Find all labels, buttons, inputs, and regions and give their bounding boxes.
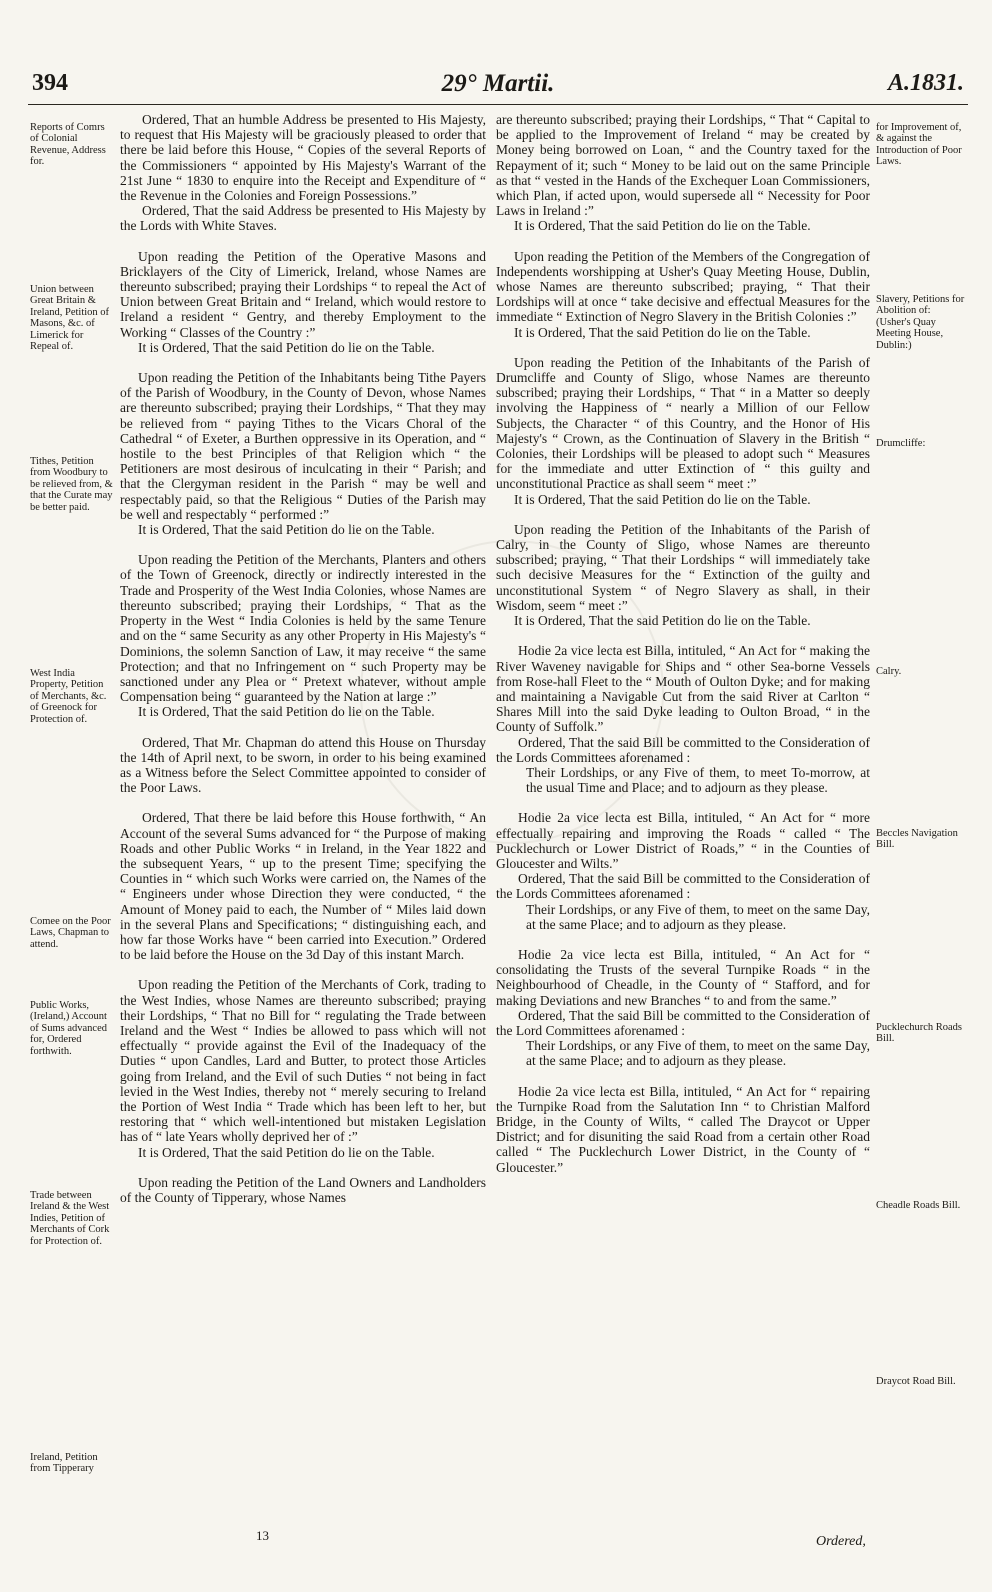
entry-paragraph: Upon reading the Petition of the Inhabitants of the Parish of Calry, in the County of Sligo, whose Names are thereunto subscribed; praying, “ That their Lordships “ will immediately take such decisive Measures for the “ Extinction of the guilty and unconstitutional System “ of Negro Slavery as shall, in their Wisdom, seem “ meet :” (496, 521, 870, 613)
entry-pucklechurch (496, 810, 870, 932)
entry-paragraph: It is Ordered, That the said Petition do lie on the Table. (514, 324, 811, 340)
right-column (496, 112, 870, 1190)
entry-paragraph: Upon reading the Petition of the Merchants, Planters and others of the Town of Greenock, directly or indirectly interested in the Trade and Prosperity of the West India Colonies, whose Names are thereunto subscribed; praying their Lordships, “ That as the Property in the West “ India Colonies is held by the same Tenure and on the “ same Security as any other Property in His Majesty's “ Dominions, the solemn Sanction of Law, it may receive “ the same Protection; and that no Infringement on “ such Property may be sanctioned under any Plea or “ Pretext whatever, without ample Compensation being “ guaranteed by the Nation at large :” (120, 552, 486, 705)
catchword: Ordered, (816, 1534, 866, 1549)
entry-paragraph: Ordered, That there be laid before this House forthwith, “ An Account of the several Sums advanced for “ the Purpose of making Roads and other Public Works “ in Ireland, in the Year 1822 and the subsequent Years, “ up to the present Time; specifying the Counties in “ which such Works were carried on, the Names of the “ Engineers under whose Direction they were conducted, “ the Amount of Money paid to each, the Number of “ Miles laid down in the several Plans and Specifications; “ distinguishing each, and how far those Works have “ been carried into Execution.” Ordered to be laid before the House on the 3d Day of this instant March. (120, 810, 486, 963)
entry-paragraph: Upon reading the Petition of the Merchants of Cork, trading to the West Indies, whose Names are thereunto subscribed; praying their Lordships, “ That no Bill for “ regulating the Trade between Ireland and the West “ Indies be allowed to pass which will not effectually “ provide against the Evil of the Inadequacy of the Duties “ upon Candles, Lard and Butter, to protect those Articles going from Ireland, and the Evil of such Duties “ not being in fact levied in the West Indies, thereby not “ merely securing to Ireland the Portion of West India “ Trade which has been left to her, but restoring that “ which well-intentioned but mistaken Legislation has of “ late Years wholly deprived her of :” (120, 977, 486, 1145)
margin-note-right: for Improvement of, & against the Introduction of Poor Laws. (876, 122, 962, 168)
entry-cork-trade (120, 977, 486, 1159)
entry-paragraph: Upon reading the Petition of the Members of the Congregation of Independents worshipping at Usher's Quay Meeting House, Dublin, whose Names are thereunto subscribed; praying, “ That their Lordships will at once “ take decisive and effectual Measures for the immediate “ Extinction of Negro Slavery in the British Colonies :” (496, 248, 870, 325)
header-rule (28, 104, 968, 105)
entry-paragraph: It is Ordered, That the said Petition do lie on the Table. (514, 218, 811, 234)
entry-paragraph: are thereunto subscribed; praying their Lordships, “ That “ Capital to be applied to the Improvement of Ireland “ may be created by Money being borrowed on Loan, “ and the Country taxed for the Repayment of it; such “ Money to be laid out on the same Principle as that “ vested in the Hands of the Exchequer Loan Commissioners, which Plan, if acted upon, would supersede all “ Necessity for Poor Laws in Ireland :” (496, 112, 870, 219)
margin-note-right: Calry. (876, 666, 902, 677)
margin-note-left: Union between Great Britain & Ireland, Petition of Masons, &c. of Limerick for Repeal of. (30, 284, 110, 353)
entry-paragraph: It is Ordered, That the said Petition do lie on the Table. (138, 522, 435, 538)
entry-paragraph: It is Ordered, That the said Petition do lie on the Table. (138, 704, 435, 720)
margin-note-left: Trade between Ireland & the West Indies, Petition of Merchants of Cork for Protection of. (30, 1190, 110, 1247)
entry-paragraph: It is Ordered, That the said Petition do lie on the Table. (514, 613, 811, 629)
margin-note-left: Comee on the Poor Laws, Chapman to attend. (30, 916, 111, 950)
entry-cheadle (496, 947, 870, 1069)
entry-ushers-quay (496, 249, 870, 340)
margin-note-left: Tithes, Petition from Woodbury to be relieved from, & that the Curate may be better paid. (30, 456, 113, 513)
entry-paragraph: Ordered, That Mr. Chapman do attend this House on Thursday the 14th of April next, to be sworn, in order to his being examined as a Witness before the Select Committee appointed to consider of the Poor Laws. (120, 734, 486, 796)
page-date: 29° Martii. (441, 70, 555, 97)
margin-note-left: Reports of Comrs of Colonial Revenue, Address for. (30, 122, 106, 168)
entry-tipperary-cont (496, 112, 870, 234)
entry-paragraph: It is Ordered, That the said Petition do lie on the Table. (514, 491, 811, 507)
entry-paragraph: Hodie 2a vice lecta est Billa, intituled, “ An Act for “ making the River Waveney navigable for Ships and “ other Sea-borne Vessels from Rose-hall Fleet to the “ Mouth of Oulton Dyke; and for making and maintaining a Navigable Cut from the said River at Carlton “ Shares Mill into the said Dyke leading to Oulton Broad, “ in the County of Suffolk.” (496, 643, 870, 735)
entry-beccles (496, 643, 870, 795)
left-column (120, 112, 486, 1220)
entry-public-works (120, 810, 486, 962)
margin-note-left: West India Property, Petition of Merchants, &c. of Greenock for Protection of. (30, 668, 107, 725)
entry-paragraph: Ordered, That the said Bill be committed to the Consideration of the Lords Committees aforenamed : (496, 734, 870, 765)
margin-note-right: Pucklechurch Roads Bill. (876, 1022, 963, 1045)
entry-paragraph: Upon reading the Petition of the Land Owners and Landholders of the County of Tipperary, whose Names (120, 1174, 486, 1205)
entry-paragraph: Upon reading the Petition of the Inhabitants of the Parish of Drumcliffe and County of Sligo, whose Names are thereunto subscribed; praying their Lordships, “ That “ in a Matter so deeply involving the Happiness of “ nearly a Million of our Fellow Subjects, the Character “ of this Country, and the Honor of His Majesty's “ Crown, as the Continuation of Slavery in the British “ Colonies, their Lordships will be pleased to adopt such “ Measures for the immediate and utter Extinction of “ this guilty and unconstitutional Practice as shall seem “ meet :” (496, 354, 870, 492)
entry-paragraph: Their Lordships, or any Five of them, to meet on the same Day, at the same Place; and to adjourn as they please. (526, 901, 870, 932)
page-header (28, 70, 968, 104)
entry-paragraph: Hodie 2a vice lecta est Billa, intituled, “ An Act for “ repairing the Turnpike Road from the Salutation Inn “ to Christian Malford Bridge, in the County of Wilts, “ called The Draycot or Upper District; and for disuniting the said Road from a certain other Road called “ The Pucklechurch Lower District, in the County of “ Gloucester.” (496, 1083, 870, 1175)
entry-tipperary (120, 1175, 486, 1205)
margin-note-left: Public Works, (Ireland,) Account of Sums advanced for, Ordered forthwith. (30, 1000, 107, 1057)
entry-paragraph: Hodie 2a vice lecta est Billa, intituled, “ An Act for “ more effectually repairing and improving the Roads “ called “ The Pucklechurch or Lower District of Roads,” “ in the Counties of Gloucester and Wilts.” (496, 810, 870, 871)
entry-paragraph: Hodie 2a vice lecta est Billa, intituled, “ An Act for “ consolidating the Trusts of the several Turnpike Roads “ in the Neighbourhood of Cheadle, in the County of “ Stafford, and for making Deviations and new Branches “ to and from the same.” (496, 946, 870, 1008)
entry-paragraph: Ordered, That the said Bill be committed to the Consideration of the Lord Committees aforenamed : (496, 1007, 870, 1038)
signature-mark: 13 (256, 1528, 269, 1543)
entry-chapman (120, 735, 486, 796)
entry-paragraph: It is Ordered, That the said Petition do lie on the Table. (138, 339, 435, 355)
entry-greenock (120, 552, 486, 719)
margin-note-left: Ireland, Petition from Tipperary (30, 1452, 98, 1475)
entry-calry (496, 522, 870, 628)
entry-paragraph: Upon reading the Petition of the Inhabitants being Tithe Payers of the Parish of Woodbury, in the County of Devon, whose Names are thereunto subscribed; praying their Lordships, “ That they may be relieved from “ paying Tithes to the Vicars Choral of the Cathedral “ of Exeter, a Burthen oppressive in its Operation, and “ hostile to the best Principles of that Religion which “ the Petitioners are most desirous of inculcating in their “ Parish; and that the Clergyman resident in the Parish “ may be well and respectably paid, so that the Religious “ Duties of the Parish may be well and respectably “ performed :” (120, 370, 486, 522)
entry-paragraph: Ordered, That an humble Address be presented to His Majesty, to request that His Majesty will be graciously pleased to order that there be laid before this House, “ Copies of the several Reports of the Commissioners “ appointed by His Majesty's Warrant of the 21st June “ 1830 to enquire into the Receipt and Expenditure of “ the Revenue in the Colonies and Foreign Possessions.” (120, 112, 486, 204)
entry-draycot (496, 1084, 870, 1175)
page-year: A.1831. (887, 70, 964, 96)
margin-note-right: Slavery, Petitions for Abolition of: (Usher's Quay Meeting House, Dublin:) (876, 294, 965, 351)
entry-paragraph: Their Lordships, or any Five of them, to meet on the same Day, at the same Place; and to adjourn as they please. (526, 1038, 870, 1069)
entry-woodbury-tithes (120, 370, 486, 537)
margin-note-right: Beccles Navigation Bill. (876, 828, 958, 851)
entry-paragraph: Their Lordships, or any Five of them, to meet To-morrow, at the usual Time and Place; and to adjourn as they please. (526, 764, 870, 796)
entry-limerick-union (120, 249, 486, 355)
entry-colonial-revenue (120, 112, 486, 234)
entry-paragraph: Ordered, That the said Address be presented to His Majesty by the Lords with White Staves. (120, 203, 486, 234)
margin-note-right: Cheadle Roads Bill. (876, 1200, 961, 1211)
margin-note-right: Drumcliffe: (876, 438, 926, 449)
entry-paragraph: It is Ordered, That the said Petition do lie on the Table. (138, 1144, 435, 1160)
page-number: 394 (32, 70, 68, 96)
margin-note-right: Draycot Road Bill. (876, 1376, 956, 1387)
entry-paragraph: Upon reading the Petition of the Operative Masons and Bricklayers of the City of Limerick, Ireland, whose Names are thereunto subscribed; praying their Lordships “ to repeal the Act of Union between Great Britain and “ Ireland, which would restore to Ireland a resident “ Gentry, and thereby Employment to the Working “ Classes of the Country :” (120, 248, 486, 340)
entry-drumcliffe (496, 355, 870, 507)
entry-paragraph: Ordered, That the said Bill be committed to the Consideration of the Lords Committees aforenamed : (496, 871, 870, 902)
